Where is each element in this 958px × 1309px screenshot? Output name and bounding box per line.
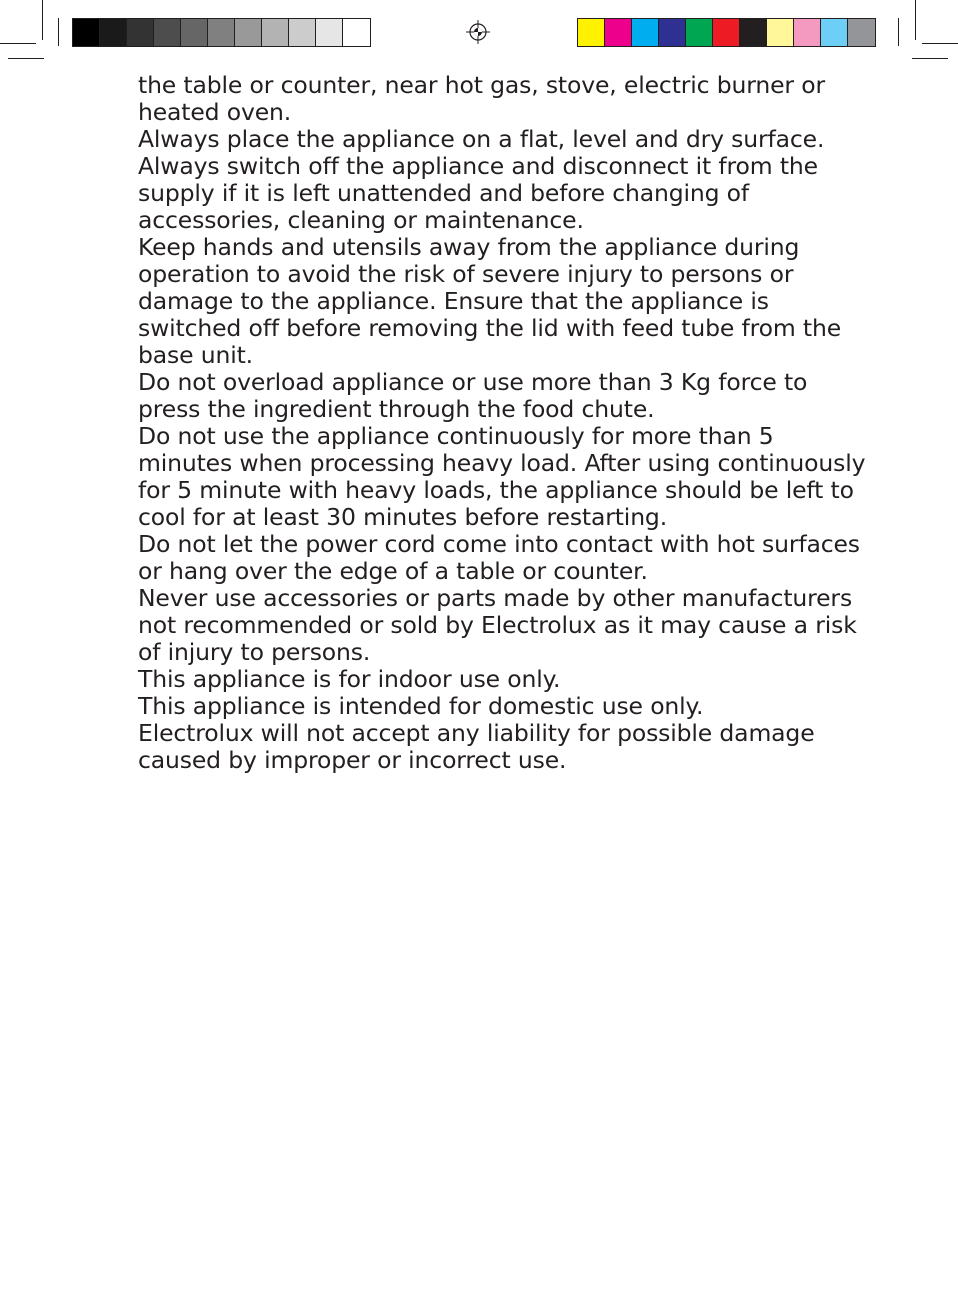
grayscale-swatch [100,19,127,46]
grayscale-calibration-bar [72,18,371,47]
paragraph-liability: Electrolux will not accept any liability for possible damage caused by improper or incorrect use. [138,719,815,774]
grayscale-swatch [154,19,181,46]
color-swatch [578,19,605,46]
color-calibration-bar [577,18,876,47]
paragraph-switch-off: Always switch off the appliance and disconnect it from the supply if it is left unattended and before changing of accessories, cleaning or maintenance. [138,152,818,234]
grayscale-swatch [127,19,154,46]
color-swatch [767,19,794,46]
grayscale-swatch [73,19,100,46]
grayscale-swatch [181,19,208,46]
paragraph-keep-hands-away: Keep hands and utensils away from the appliance during operation to avoid the risk of severe injury to persons or damage to the appliance. Ensure that the appliance is switched off before removing the lid with feed tube from the base unit. [138,233,842,369]
paragraph-hot-surfaces: the table or counter, near hot gas, stove, electric burner or heated oven. [138,71,825,126]
color-swatch [740,19,767,46]
crop-mark-top-left-horizontal [0,43,36,44]
color-swatch [605,19,632,46]
grayscale-swatch [235,19,262,46]
color-swatch [686,19,713,46]
paragraph-accessories: Never use accessories or parts made by other manufacturers not recommended or sold by Electrolux as it may cause a risk of injury to persons. [138,584,857,666]
crop-mark-top-right-horizontal [922,43,958,44]
registration-target-icon [466,20,490,44]
grayscale-swatch [289,19,316,46]
safety-instructions-text [138,72,868,774]
grayscale-swatch [208,19,235,46]
color-swatch [659,19,686,46]
crop-mark-top-left-vertical [42,0,43,40]
paragraph-power-cord: Do not let the power cord come into contact with hot surfaces or hang over the edge of a table or counter. [138,530,860,585]
paragraph-indoor-use: This appliance is for indoor use only. [138,665,561,693]
crop-mark-top-left-lower [8,58,44,59]
grayscale-swatch [316,19,343,46]
paragraph-do-not-overload: Do not overload appliance or use more than 3 Kg force to press the ingredient through the food chute. [138,368,808,423]
paragraph-domestic-use: This appliance is intended for domestic use only. [138,692,704,720]
paragraph-flat-surface: Always place the appliance on a flat, level and dry surface. [138,125,825,153]
color-swatch [632,19,659,46]
color-swatch [794,19,821,46]
grayscale-swatch [343,19,370,46]
color-swatch [713,19,740,46]
color-swatch [821,19,848,46]
crop-mark-top-right-lower [912,58,948,59]
paragraph-continuous-use: Do not use the appliance continuously for more than 5 minutes when processing heavy load. After using continuously for 5 minute with heavy loads, the appliance should be left to cool for at least 30 minutes before restarting. [138,422,866,531]
crop-mark-top-left-inner [58,18,59,46]
color-swatch [848,19,875,46]
grayscale-swatch [262,19,289,46]
crop-mark-top-right-vertical [915,0,916,40]
crop-mark-top-right-inner [898,18,899,46]
